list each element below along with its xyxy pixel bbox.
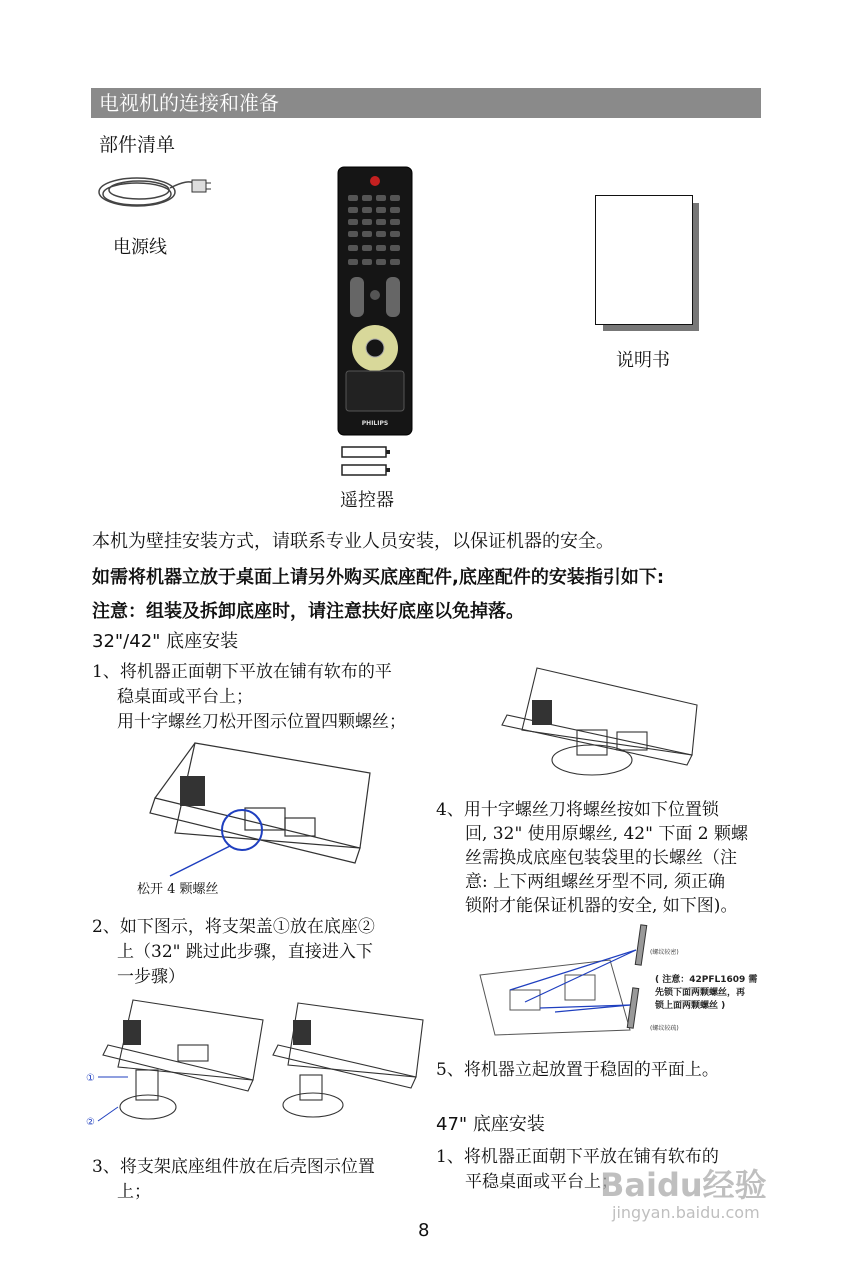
loosen-screws-diagram <box>135 738 385 898</box>
remote-brand-text: PHILIPS <box>361 420 389 427</box>
step3-line2: 上； <box>117 1182 151 1202</box>
manual-label: 说明书 <box>616 350 670 371</box>
step4-line3: 丝需换成底座包装袋里的长螺丝（注 <box>465 848 737 868</box>
step4-line4: 意: 上下两组螺丝牙型不同, 须正确 <box>465 872 725 892</box>
screw-note-line1: ( 注意：42PFL1609 需 <box>655 975 758 985</box>
remote-control-image <box>336 165 414 437</box>
section-title-bar <box>91 88 761 118</box>
watermark-logo: Baidu经验 <box>600 1166 767 1204</box>
step4-line5: 锁附才能保证机器的安全, 如下图)。 <box>465 896 738 916</box>
batteries-image <box>340 445 392 479</box>
install-32-42-heading: 32"/42" 底座安装 <box>92 631 239 652</box>
step2-line3: 一步骤） <box>117 967 185 987</box>
remote-label: 遥控器 <box>340 490 394 511</box>
install-47-step1-line1: 1、将机器正面朝下平放在铺有软布的 <box>436 1147 719 1167</box>
screw-note-line3: 锁上面两颗螺丝 ) <box>655 1001 726 1011</box>
page-number: 8 <box>418 1220 430 1241</box>
install-47-heading: 47" 底座安装 <box>436 1114 545 1135</box>
wall-mount-note: 本机为壁挂安装方式，请联系专业人员安装，以保证机器的安全。 <box>92 531 614 552</box>
caution-note: 注意：组装及拆卸底座时，请注意扶好底座以免掉落。 <box>92 601 524 622</box>
watermark-url: jingyan.baidu.com <box>612 1203 760 1222</box>
install-47-step1-line2: 平稳桌面或平台上； <box>465 1172 618 1192</box>
step2-line1: 2、如下图示，将支架盖①放在底座② <box>92 917 375 937</box>
step4-line2: 回, 32" 使用原螺丝, 42" 下面 2 颗螺 <box>465 824 748 844</box>
mark-1: ① <box>86 1073 95 1084</box>
power-cord-label: 电源线 <box>113 237 167 258</box>
step3-line1: 3、将支架底座组件放在后壳图示位置 <box>92 1157 375 1177</box>
manual-image <box>595 195 693 325</box>
loosen-caption: 松开 4 颗螺丝 <box>137 882 219 897</box>
stand-purchase-note: 如需将机器立放于桌面上请另外购买底座配件,底座配件的安装指引如下: <box>92 567 665 588</box>
screw-coarse-label: (螺纹较疏) <box>650 1025 679 1032</box>
power-cord-image <box>92 160 212 222</box>
mark-2: ② <box>86 1117 95 1128</box>
step2-line2: 上（32" 跳过此步骤，直接进入下 <box>117 942 373 962</box>
screw-fine-label: (螺纹较密) <box>650 949 679 956</box>
step5: 5、将机器立起放置于稳固的平面上。 <box>436 1060 719 1080</box>
parts-heading: 部件清单 <box>99 134 176 156</box>
stand-attached-diagram <box>497 660 707 785</box>
step1-line2: 稳桌面或平台上； <box>117 687 253 707</box>
screw-note-line2: 先锁下面两颗螺丝，再 <box>655 988 746 998</box>
step4-line1: 4、用十字螺丝刀将螺丝按如下位置锁 <box>436 800 719 820</box>
screw-position-diagram <box>470 920 770 1045</box>
stand-assembly-diagram <box>88 995 428 1130</box>
step1-line1: 1、将机器正面朝下平放在铺有软布的平 <box>92 662 392 682</box>
section-title: 电视机的连接和准备 <box>99 91 279 115</box>
step1-line3: 用十字螺丝刀松开图示位置四颗螺丝； <box>117 712 406 732</box>
